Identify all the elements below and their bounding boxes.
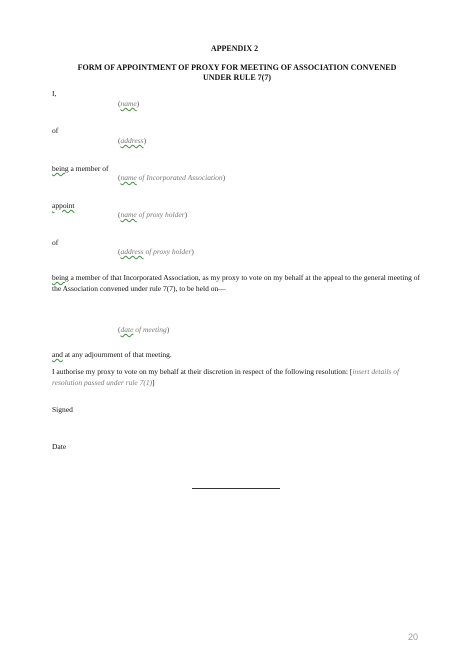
proxy-name-placeholder: (name of proxy holder) [118, 210, 188, 219]
proxy-address-placeholder: (address of proxy holder) [118, 247, 194, 256]
of-label-2: of [52, 238, 59, 247]
date-label: Date [52, 442, 67, 451]
of-label: of [52, 126, 59, 135]
resolution-details-placeholder: insert details of resolution passed under rule 7(1) [52, 367, 400, 387]
signed-label: Signed [52, 405, 73, 414]
end-of-form-rule [192, 488, 280, 489]
form-heading-line1: FORM OF APPOINTMENT OF PROXY FOR MEETING OF ASSOCIATION CONVENED [77, 63, 397, 72]
form-heading [52, 63, 422, 83]
meeting-date-placeholder: (date of meeting) [118, 325, 170, 334]
adjournment-text: and at any adjournment of that meeting. [52, 350, 172, 359]
i-label: I, [52, 89, 57, 98]
address-placeholder: (address) [118, 136, 147, 145]
form-heading-line2: UNDER RULE 7(7) [203, 73, 271, 82]
proxy-appointment-paragraph: being a member of that Incorporated Association, as my proxy to vote on my behalf at the appeal to the general meeting of the Association convened under rule 7(7), to be held on— [52, 273, 421, 293]
association-placeholder: (name of Incorporated Association) [118, 173, 226, 182]
appendix-title: APPENDIX 2 [210, 44, 259, 53]
name-placeholder: (name) [118, 99, 140, 108]
authorisation-paragraph: I authorise my proxy to vote on my behalf at their discretion in respect of the following resolution: [insert details of resolution passed under rule 7(1)] [52, 367, 400, 387]
appoint-label: appoint [52, 201, 75, 210]
member-of-label: being a member of [52, 164, 109, 173]
page-number: 20 [408, 632, 419, 642]
